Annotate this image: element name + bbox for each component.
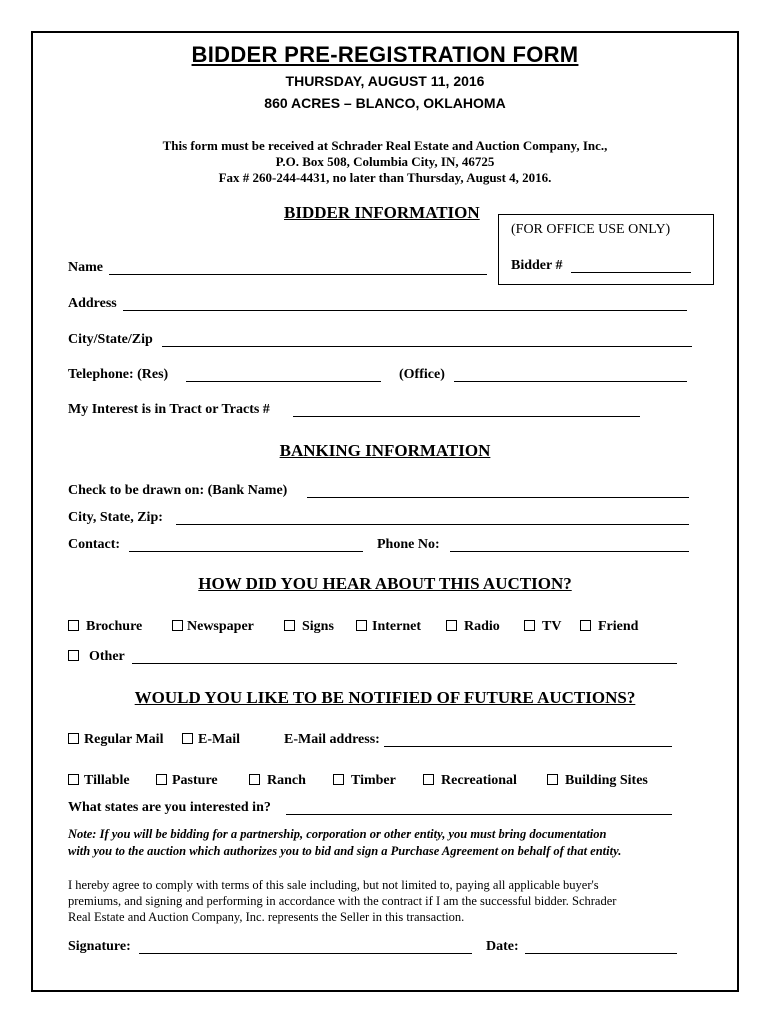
email-checkbox[interactable] (182, 733, 193, 744)
contact-label: Contact: (68, 537, 121, 552)
city-state-zip-field[interactable] (162, 346, 692, 347)
internet-checkbox[interactable] (356, 620, 367, 631)
contact-field[interactable] (129, 551, 363, 552)
telephone-res-label: Telephone: (Res) (68, 367, 169, 382)
telephone-office-field[interactable] (454, 381, 687, 382)
agreement-line-3: Real Estate and Auction Company, Inc. represents the Seller in this transaction. (68, 910, 465, 924)
office-use-box (498, 214, 714, 285)
hear-option-signs[interactable]: Signs (284, 619, 334, 635)
regular-mail-checkbox[interactable] (68, 733, 79, 744)
interest-building-sites[interactable]: Building Sites (547, 773, 648, 789)
signature-field[interactable] (139, 953, 472, 954)
hear-option-tv[interactable]: TV (524, 619, 561, 635)
hear-heading: HOW DID YOU HEAR ABOUT THIS AUCTION? (198, 574, 572, 593)
name-field[interactable] (109, 274, 487, 275)
hear-option-other[interactable]: Other (68, 649, 125, 665)
hear-option-brochure[interactable]: Brochure (68, 619, 142, 635)
hear-option-radio[interactable]: Radio (446, 619, 500, 635)
other-field[interactable] (132, 663, 677, 664)
address-field[interactable] (123, 310, 687, 311)
tract-interest-label: My Interest is in Tract or Tracts # (68, 402, 270, 417)
hear-option-friend[interactable]: Friend (580, 619, 638, 635)
email-address-field[interactable] (384, 746, 672, 747)
notify-email[interactable]: E-Mail (182, 732, 240, 748)
agreement-line-1: I hereby agree to comply with terms of this sale including, but not limited to, paying all applicable buyer's (68, 878, 599, 892)
note-line-2: with you to the auction which authorizes you to bid and sign a Purchase Agreement on behalf of that entity. (68, 844, 622, 858)
telephone-office-label: (Office) (399, 367, 445, 382)
newspaper-checkbox[interactable] (172, 620, 183, 631)
auction-location: 860 ACRES – BLANCO, OKLAHOMA (264, 95, 506, 111)
form-title: BIDDER PRE-REGISTRATION FORM (191, 42, 579, 67)
intro-line-2: P.O. Box 508, Columbia City, IN, 46725 (275, 154, 495, 169)
agreement-line-2: premiums, and signing and performing in accordance with the contract if I am the successful bidder. Schrader (68, 894, 617, 908)
date-label: Date: (486, 939, 519, 954)
tv-checkbox[interactable] (524, 620, 535, 631)
interest-tillable[interactable]: Tillable (68, 773, 130, 789)
office-use-heading: (FOR OFFICE USE ONLY) (511, 222, 671, 237)
bank-city-field[interactable] (176, 524, 689, 525)
interest-timber[interactable]: Timber (333, 773, 396, 789)
interest-recreational[interactable]: Recreational (423, 773, 517, 789)
radio-checkbox[interactable] (446, 620, 457, 631)
bidder-info-heading: BIDDER INFORMATION (284, 203, 480, 222)
banking-info-heading: BANKING INFORMATION (279, 441, 491, 460)
building-sites-checkbox[interactable] (547, 774, 558, 785)
city-state-zip-label: City/State/Zip (68, 332, 153, 347)
ranch-checkbox[interactable] (249, 774, 260, 785)
bank-name-field[interactable] (307, 497, 689, 498)
name-label: Name (68, 260, 103, 275)
friend-checkbox[interactable] (580, 620, 591, 631)
tillable-checkbox[interactable] (68, 774, 79, 785)
intro-line-3: Fax # 260-244-4431, no later than Thursday, August 4, 2016. (218, 170, 552, 185)
interest-ranch[interactable]: Ranch (249, 773, 306, 789)
interest-pasture[interactable]: Pasture (156, 773, 218, 789)
email-address-label: E-Mail address: (284, 732, 380, 747)
notify-heading: WOULD YOU LIKE TO BE NOTIFIED OF FUTURE AUCTIONS? (134, 688, 636, 707)
recreational-checkbox[interactable] (423, 774, 434, 785)
phone-label: Phone No: (377, 537, 440, 552)
brochure-checkbox[interactable] (68, 620, 79, 631)
other-checkbox[interactable] (68, 650, 79, 661)
address-label: Address (68, 296, 117, 311)
note-line-1: Note: If you will be bidding for a partnership, corporation or other entity, you must bring documentation (68, 827, 607, 841)
hear-option-internet[interactable]: Internet (356, 619, 421, 635)
tract-interest-field[interactable] (293, 416, 640, 417)
signature-label: Signature: (68, 939, 131, 954)
hear-option-newspaper[interactable]: Newspaper (172, 619, 254, 635)
bank-city-label: City, State, Zip: (68, 510, 163, 525)
bidder-number-label: Bidder # (511, 258, 563, 273)
notify-regular-mail[interactable]: Regular Mail (68, 732, 163, 748)
telephone-res-field[interactable] (186, 381, 381, 382)
states-interest-field[interactable] (286, 814, 672, 815)
signs-checkbox[interactable] (284, 620, 295, 631)
intro-line-1: This form must be received at Schrader Real Estate and Auction Company, Inc., (162, 138, 608, 153)
auction-date: THURSDAY, AUGUST 11, 2016 (285, 73, 485, 89)
timber-checkbox[interactable] (333, 774, 344, 785)
bidder-number-field[interactable] (571, 272, 691, 273)
date-field[interactable] (525, 953, 677, 954)
pasture-checkbox[interactable] (156, 774, 167, 785)
bank-name-label: Check to be drawn on: (Bank Name) (68, 483, 288, 498)
states-interest-label: What states are you interested in? (68, 800, 271, 815)
phone-field[interactable] (450, 551, 689, 552)
